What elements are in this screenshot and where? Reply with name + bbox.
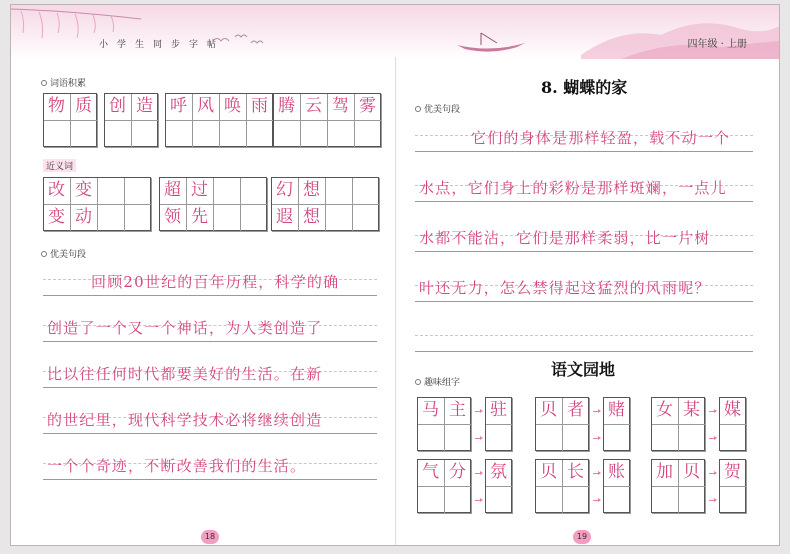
grid-cell bbox=[301, 121, 328, 148]
grid-cell bbox=[445, 487, 472, 514]
passage-line: 水都不能沾，它们是那样柔弱，比一片树 bbox=[419, 229, 711, 247]
vocab-char: 雨 bbox=[251, 96, 268, 116]
grid-cell bbox=[326, 178, 353, 205]
vocab-char: 腾 bbox=[278, 96, 295, 116]
left-passage-label-text: 优美句段 bbox=[50, 250, 87, 260]
vocab-section-label bbox=[41, 76, 86, 89]
grid-cell bbox=[418, 425, 445, 452]
arrow-icon bbox=[475, 438, 481, 439]
page-divider bbox=[395, 57, 396, 546]
synonym-char: 先 bbox=[191, 207, 208, 227]
header-banner bbox=[11, 5, 780, 59]
grid-cell bbox=[355, 121, 382, 148]
left-passage-label bbox=[41, 247, 86, 260]
grid-cell bbox=[166, 121, 193, 148]
passage-line: 叶还无力，怎么禁得起这猛烈的风雨呢？ bbox=[419, 279, 711, 297]
arrow-icon bbox=[709, 411, 715, 412]
combo-part-char: 气 bbox=[422, 462, 439, 482]
combo-result-char: 驻 bbox=[490, 400, 507, 420]
grid-cell bbox=[652, 425, 679, 452]
combo-part-char: 者 bbox=[567, 400, 584, 420]
vocab-char: 风 bbox=[197, 96, 214, 116]
grid-cell bbox=[353, 205, 380, 232]
bullet-icon bbox=[41, 251, 47, 257]
passage-line: 创造了一个又一个神话，为人类创造了 bbox=[47, 319, 323, 337]
grid-cell bbox=[720, 425, 747, 452]
grid-cell bbox=[105, 121, 132, 148]
workbook-spread bbox=[10, 4, 780, 546]
right-passage-label bbox=[415, 102, 460, 115]
synonym-char: 领 bbox=[164, 207, 181, 227]
vocab-char: 驾 bbox=[332, 96, 349, 116]
grid-cell bbox=[241, 178, 268, 205]
grid-cell bbox=[563, 487, 590, 514]
grid-cell bbox=[241, 205, 268, 232]
synonym-char: 超 bbox=[164, 180, 181, 200]
grid-cell bbox=[328, 121, 355, 148]
arrow-icon bbox=[709, 438, 715, 439]
combo-result-char: 赌 bbox=[608, 400, 625, 420]
grid-cell bbox=[604, 487, 631, 514]
synonym-char: 变 bbox=[75, 180, 92, 200]
combo-part-char: 分 bbox=[449, 462, 466, 482]
grid-cell bbox=[247, 121, 274, 148]
grid-cell bbox=[486, 425, 513, 452]
grid-cell bbox=[274, 121, 301, 148]
synonym-char: 想 bbox=[303, 207, 320, 227]
bullet-icon bbox=[415, 379, 421, 385]
guide-line bbox=[415, 335, 753, 336]
arrow-icon bbox=[475, 500, 481, 501]
grid-cell bbox=[536, 487, 563, 514]
grid-cell bbox=[604, 425, 631, 452]
vocab-char: 创 bbox=[109, 96, 126, 116]
synonym-section-label: 近义词 bbox=[43, 159, 76, 172]
combo-result-char: 媒 bbox=[724, 400, 741, 420]
lesson-title: 8. 蝴蝶的家 bbox=[541, 78, 628, 97]
arrow-icon bbox=[593, 500, 599, 501]
ruled-line bbox=[415, 325, 753, 352]
synonym-char: 想 bbox=[303, 180, 320, 200]
vocab-char: 唤 bbox=[224, 96, 241, 116]
right-passage-label-text: 优美句段 bbox=[424, 105, 461, 115]
series-title: 小学生同步字帖 bbox=[99, 40, 226, 50]
arrow-icon bbox=[475, 473, 481, 474]
combo-part-char: 加 bbox=[656, 462, 673, 482]
grid-cell bbox=[679, 487, 706, 514]
vocab-char: 呼 bbox=[170, 96, 187, 116]
passage-line: 回顾20世纪的百年历程，科学的确 bbox=[91, 273, 340, 291]
grid-cell bbox=[98, 205, 125, 232]
grid-cell bbox=[193, 121, 220, 148]
vocab-char: 云 bbox=[305, 96, 322, 116]
grid-cell bbox=[418, 487, 445, 514]
section-title: 语文园地 bbox=[551, 360, 616, 379]
arrow-icon bbox=[475, 411, 481, 412]
grid-cell bbox=[214, 178, 241, 205]
grid-cell bbox=[125, 205, 152, 232]
combo-part-char: 贝 bbox=[683, 462, 700, 482]
synonym-char: 变 bbox=[48, 207, 65, 227]
grid-cell bbox=[679, 425, 706, 452]
combo-result-char: 氛 bbox=[490, 462, 507, 482]
arrow-icon bbox=[593, 473, 599, 474]
combo-part-char: 某 bbox=[683, 400, 700, 420]
synonym-char: 遐 bbox=[276, 207, 293, 227]
synonym-char: 动 bbox=[75, 207, 92, 227]
grid-cell bbox=[563, 425, 590, 452]
passage-line: 比以往任何时代都要美好的生活。在新 bbox=[47, 365, 323, 383]
grid-cell bbox=[44, 121, 71, 148]
mountain-decoration bbox=[581, 5, 780, 59]
grid-cell bbox=[98, 178, 125, 205]
passage-line: 的世纪里，现代科学技术必将继续创造 bbox=[47, 411, 323, 429]
combo-part-char: 贝 bbox=[540, 400, 557, 420]
combo-part-char: 贝 bbox=[540, 462, 557, 482]
page-number-right: 19 bbox=[573, 530, 591, 544]
synonym-char: 幻 bbox=[276, 180, 293, 200]
combo-result-char: 贺 bbox=[724, 462, 741, 482]
grid-cell bbox=[445, 425, 472, 452]
vocab-section-label-text: 词语积累 bbox=[50, 79, 87, 89]
vocab-char: 雾 bbox=[359, 96, 376, 116]
grid-cell bbox=[214, 205, 241, 232]
combo-result-char: 账 bbox=[608, 462, 625, 482]
arrow-icon bbox=[709, 473, 715, 474]
passage-line: 水点，它们身上的彩粉是那样斑斓，一点儿 bbox=[419, 179, 727, 197]
bullet-icon bbox=[41, 80, 47, 86]
grid-cell bbox=[353, 178, 380, 205]
synonym-char: 改 bbox=[48, 180, 65, 200]
grade-label: 四年级 · 上册 bbox=[687, 39, 747, 50]
grid-cell bbox=[536, 425, 563, 452]
grid-cell bbox=[326, 205, 353, 232]
grid-cell bbox=[220, 121, 247, 148]
grid-cell bbox=[720, 487, 747, 514]
vocab-char: 质 bbox=[75, 96, 92, 116]
passage-line: 它们的身体是那样轻盈，载不动一个 bbox=[471, 129, 731, 147]
combo-part-char: 主 bbox=[449, 400, 466, 420]
grid-cell bbox=[71, 121, 98, 148]
grid-cell bbox=[486, 487, 513, 514]
arrow-icon bbox=[709, 500, 715, 501]
arrow-icon bbox=[593, 411, 599, 412]
passage-line: 一个个奇迹，不断改善我们的生活。 bbox=[47, 457, 307, 475]
combo-part-char: 马 bbox=[422, 400, 439, 420]
combo-part-char: 女 bbox=[656, 400, 673, 420]
char-game-label-text: 趣味组字 bbox=[424, 378, 461, 388]
boat-decoration bbox=[451, 25, 531, 55]
char-game-label bbox=[415, 375, 460, 388]
page-number-left: 18 bbox=[201, 530, 219, 544]
synonym-char: 过 bbox=[191, 180, 208, 200]
combo-part-char: 长 bbox=[567, 462, 584, 482]
vocab-char: 物 bbox=[48, 96, 65, 116]
bullet-icon bbox=[415, 106, 421, 112]
grid-cell bbox=[132, 121, 159, 148]
grid-cell bbox=[652, 487, 679, 514]
vocab-char: 造 bbox=[136, 96, 153, 116]
arrow-icon bbox=[593, 438, 599, 439]
grid-cell bbox=[125, 178, 152, 205]
